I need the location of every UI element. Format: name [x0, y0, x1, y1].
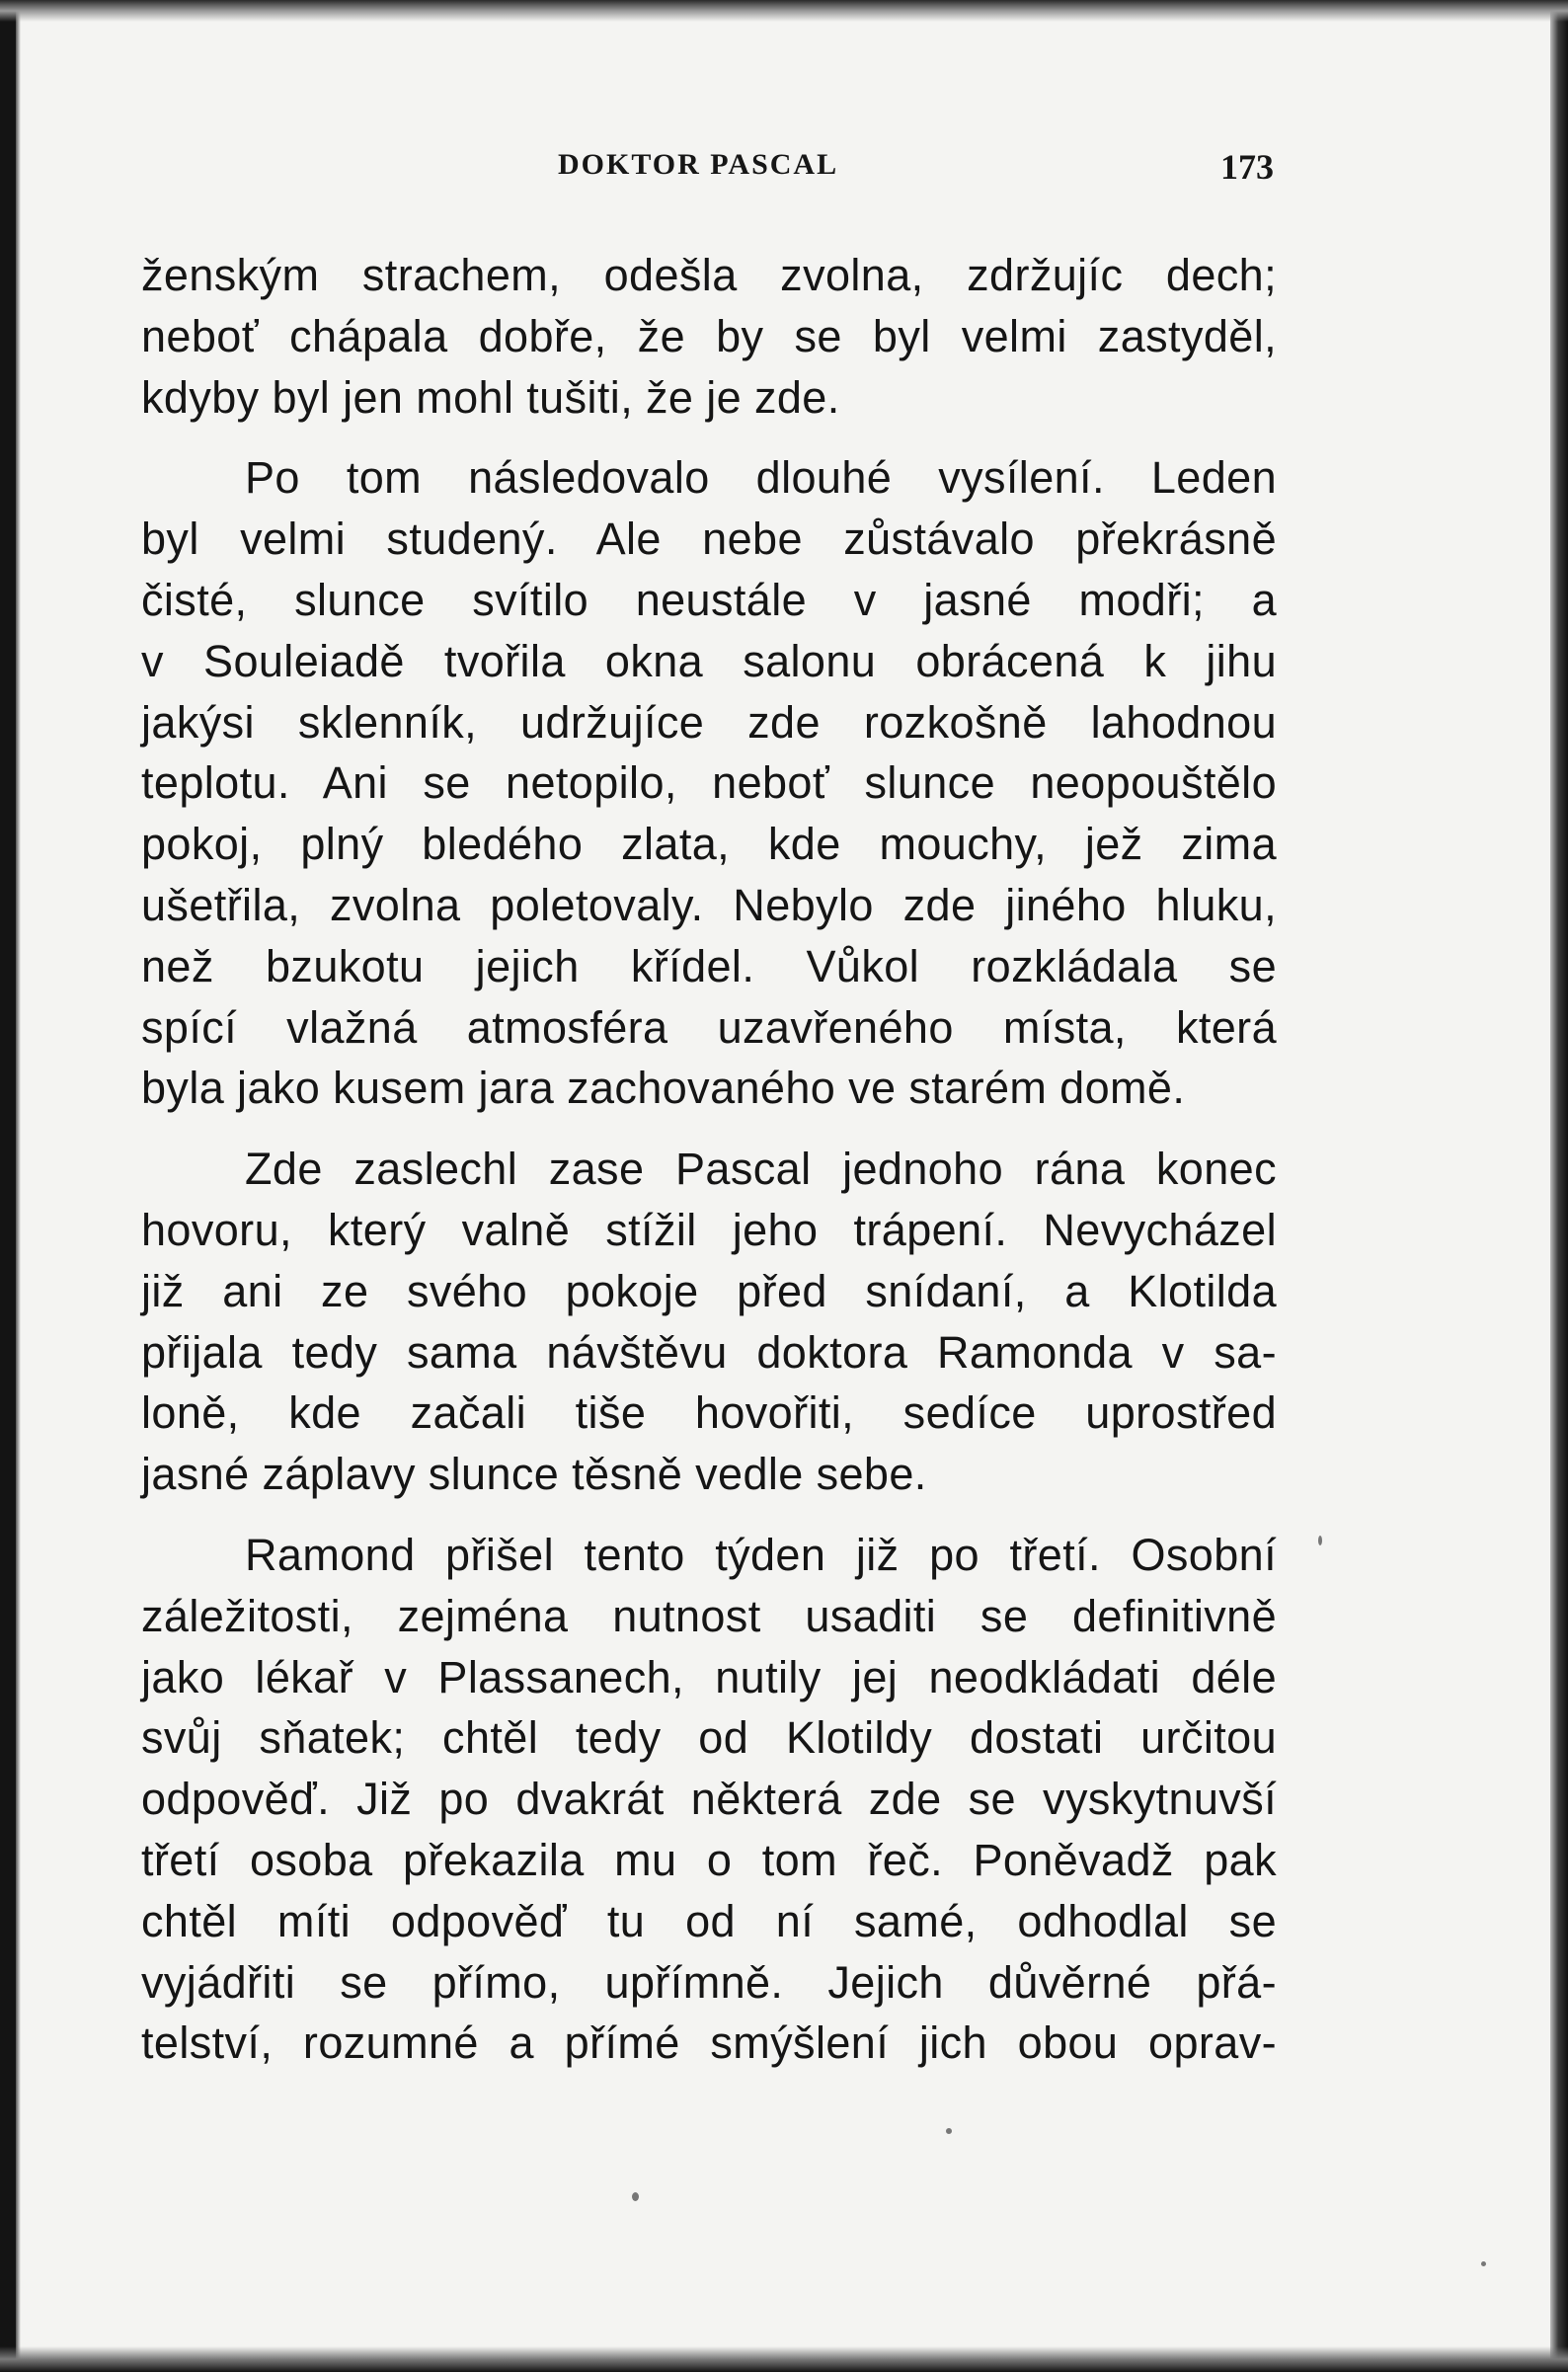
text-line: než bzukotu jejich křídel. Vůkol rozkládala se [141, 940, 1277, 991]
text-line: Po tom následovalo dlouhé vysílení. Leden [245, 452, 1277, 504]
page-left-edge [0, 0, 16, 2372]
text-line: Ramond přišel tento týden již po třetí. Osobní [245, 1529, 1277, 1580]
text-line: ženským strachem, odešla zvolna, zdržujíc dech; [141, 250, 1277, 300]
text-line: kdyby byl jen mohl tušiti, že je zde. [141, 371, 840, 423]
text-line: jasné záplavy slunce těsně vedle sebe. [141, 1449, 927, 1500]
text-line: čisté, slunce svítilo neustále v jasné modři; a [141, 574, 1277, 625]
text-line: jakýsi sklenník, udržujíce zde rozkošně lahodnou [141, 696, 1277, 748]
paragraph [141, 1525, 1277, 2074]
text-line: již ani ze svého pokoje před snídaní, a Klotilda [141, 1265, 1277, 1316]
text-line: chtěl míti odpověď tu od ní samé, odhodlal se [141, 1895, 1277, 1946]
page-header [143, 148, 1274, 188]
text-line: Zde zaslechl zase Pascal jednoho rána konec [245, 1144, 1277, 1195]
scan-speck [946, 2128, 952, 2134]
text-line: svůj sňatek; chtěl tedy od Klotildy dostati určitou [141, 1712, 1277, 1764]
text-line: ušetřila, zvolna poletovaly. Nebylo zde jiného hluku, [141, 879, 1277, 930]
text-line: hovoru, který valně stížil jeho trápení. Nevycházel [141, 1204, 1277, 1255]
text-line: neboť chápala dobře, že by se byl velmi zastyděl, [141, 310, 1277, 361]
body-text [141, 245, 1277, 2074]
text-line: pokoj, plný bledého zlata, kde mouchy, jež zima [141, 819, 1277, 870]
text-line: teplotu. Ani se netopilo, neboť slunce neopouštělo [141, 757, 1277, 809]
text-line: loně, kde začali tiše hovořiti, sedíce uprostřed [141, 1387, 1277, 1439]
text-line: třetí osoba překazila mu o tom řeč. Poněvadž pak [141, 1834, 1277, 1885]
text-line: jako lékař v Plassanech, nutily jej neodkládati déle [141, 1651, 1277, 1702]
scan-speck [1481, 2261, 1486, 2266]
page-bottom-edge [0, 2346, 1568, 2372]
text-line: telství, rozumné a přímé smýšlení jich obou oprav- [141, 2017, 1277, 2069]
scan-speck [1318, 1536, 1322, 1545]
page-right-edge [1550, 0, 1568, 2372]
page-number: 173 [1220, 147, 1274, 187]
paragraph [141, 447, 1277, 1119]
scan-speck [632, 2192, 639, 2201]
paragraph [141, 245, 1277, 428]
running-title: DOKTOR PASCAL [558, 148, 839, 181]
text-line: odpověď. Již po dvakrát některá zde se vyskytnuvší [141, 1774, 1277, 1825]
text-line: byl velmi studený. Ale nebe zůstávalo překrásně [141, 514, 1277, 565]
text-line: záležitosti, zejména nutnost usaditi se definitivně [141, 1590, 1277, 1641]
text-line: spící vlažná atmosféra uzavřeného místa, která [141, 1001, 1277, 1053]
page-top-edge [0, 0, 1568, 22]
text-line: byla jako kusem jara zachovaného ve starém domě. [141, 1063, 1186, 1114]
text-line: v Souleiadě tvořila okna salonu obrácená k jihu [141, 635, 1277, 686]
page-fold-shadow [16, 0, 21, 2372]
paragraph [141, 1139, 1277, 1505]
text-line: vyjádřiti se přímo, upřímně. Jejich důvěrné přá- [141, 1956, 1277, 2008]
text-line: přijala tedy sama návštěvu doktora Ramonda v sa- [141, 1326, 1277, 1378]
